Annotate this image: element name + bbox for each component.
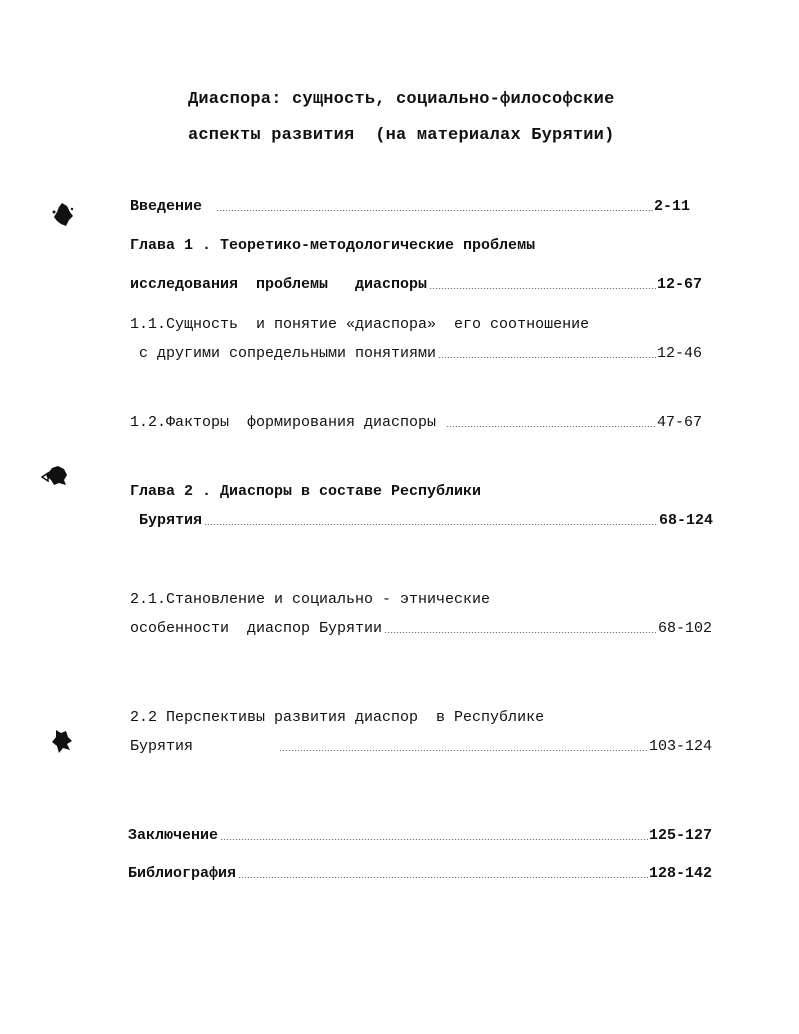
toc-label-section-2-1: особенности диаспор Бурятии bbox=[130, 620, 383, 637]
toc-label-bibliography: Библиография bbox=[128, 865, 237, 882]
toc-entry-chapter-1 bbox=[130, 276, 702, 293]
leader-dots bbox=[204, 524, 658, 525]
scan-blot-3 bbox=[48, 726, 76, 756]
document-title-line-2: аспекты развития (на материалах Бурятии) bbox=[188, 126, 615, 145]
toc-chapter-1-title: Глава 1 . Теоретико-методологические проблемы bbox=[130, 237, 536, 254]
toc-entry-section-1-2 bbox=[130, 414, 702, 431]
toc-section-1-1-heading bbox=[130, 316, 589, 333]
toc-chapter-1-heading bbox=[130, 237, 535, 254]
toc-label-section-2-2: Бурятия bbox=[130, 738, 194, 755]
toc-pages-section-2-1: 68-102 bbox=[657, 620, 712, 637]
toc-pages-conclusion: 125-127 bbox=[648, 827, 712, 844]
toc-entry-section-1-1 bbox=[130, 345, 702, 362]
toc-entry-conclusion bbox=[128, 827, 712, 844]
toc-label-conclusion: Заключение bbox=[128, 827, 219, 844]
toc-label-section-1-1: с другими сопредельными понятиями bbox=[130, 345, 437, 362]
toc-label-intro: Введение bbox=[130, 198, 203, 215]
toc-chapter-2-heading bbox=[130, 483, 481, 500]
toc-section-2-2-heading bbox=[130, 709, 544, 726]
toc-chapter-2-title: Глава 2 . Диаспоры в составе Республики bbox=[130, 483, 482, 500]
toc-pages-section-2-2: 103-124 bbox=[648, 738, 712, 755]
toc-pages-section-1-1: 12-46 bbox=[656, 345, 702, 362]
leader-dots bbox=[216, 210, 653, 211]
leader-dots bbox=[279, 750, 648, 751]
toc-pages-section-1-2: 47-67 bbox=[656, 414, 702, 431]
toc-entry-chapter-2 bbox=[139, 512, 713, 529]
toc-pages-intro: 2-11 bbox=[653, 198, 690, 215]
toc-entry-bibliography bbox=[128, 865, 712, 882]
leader-dots bbox=[238, 877, 648, 878]
toc-label-chapter-1: исследования проблемы диаспоры bbox=[130, 276, 428, 293]
toc-section-2-1-title: 2.1.Становление и социально - этнические bbox=[130, 591, 491, 608]
toc-section-2-2-title: 2.2 Перспективы развития диаспор в Республике bbox=[130, 709, 545, 726]
leader-dots bbox=[220, 839, 648, 840]
toc-section-1-1-title: 1.1.Сущность и понятие «диаспора» его соотношение bbox=[130, 316, 590, 333]
toc-pages-bibliography: 128-142 bbox=[648, 865, 712, 882]
toc-label-section-1-2: 1.2.Факторы формирования диаспоры bbox=[130, 414, 437, 431]
leader-dots bbox=[438, 357, 656, 358]
document-title-line-1: Диаспора: сущность, социально-философские bbox=[188, 90, 615, 109]
toc-entry-section-2-1 bbox=[130, 620, 712, 637]
toc-pages-chapter-1: 12-67 bbox=[656, 276, 702, 293]
toc-entry-section-2-2 bbox=[130, 738, 712, 755]
toc-entry-intro bbox=[130, 198, 690, 215]
leader-dots bbox=[384, 632, 657, 633]
toc-section-2-1-heading bbox=[130, 591, 490, 608]
toc-pages-chapter-2: 68-124 bbox=[658, 512, 713, 529]
toc-label-chapter-2: Бурятия bbox=[139, 512, 203, 529]
leader-dots bbox=[429, 288, 656, 289]
scan-blot-1 bbox=[48, 200, 78, 230]
leader-dots bbox=[446, 426, 656, 427]
scan-blot-2 bbox=[40, 460, 72, 490]
